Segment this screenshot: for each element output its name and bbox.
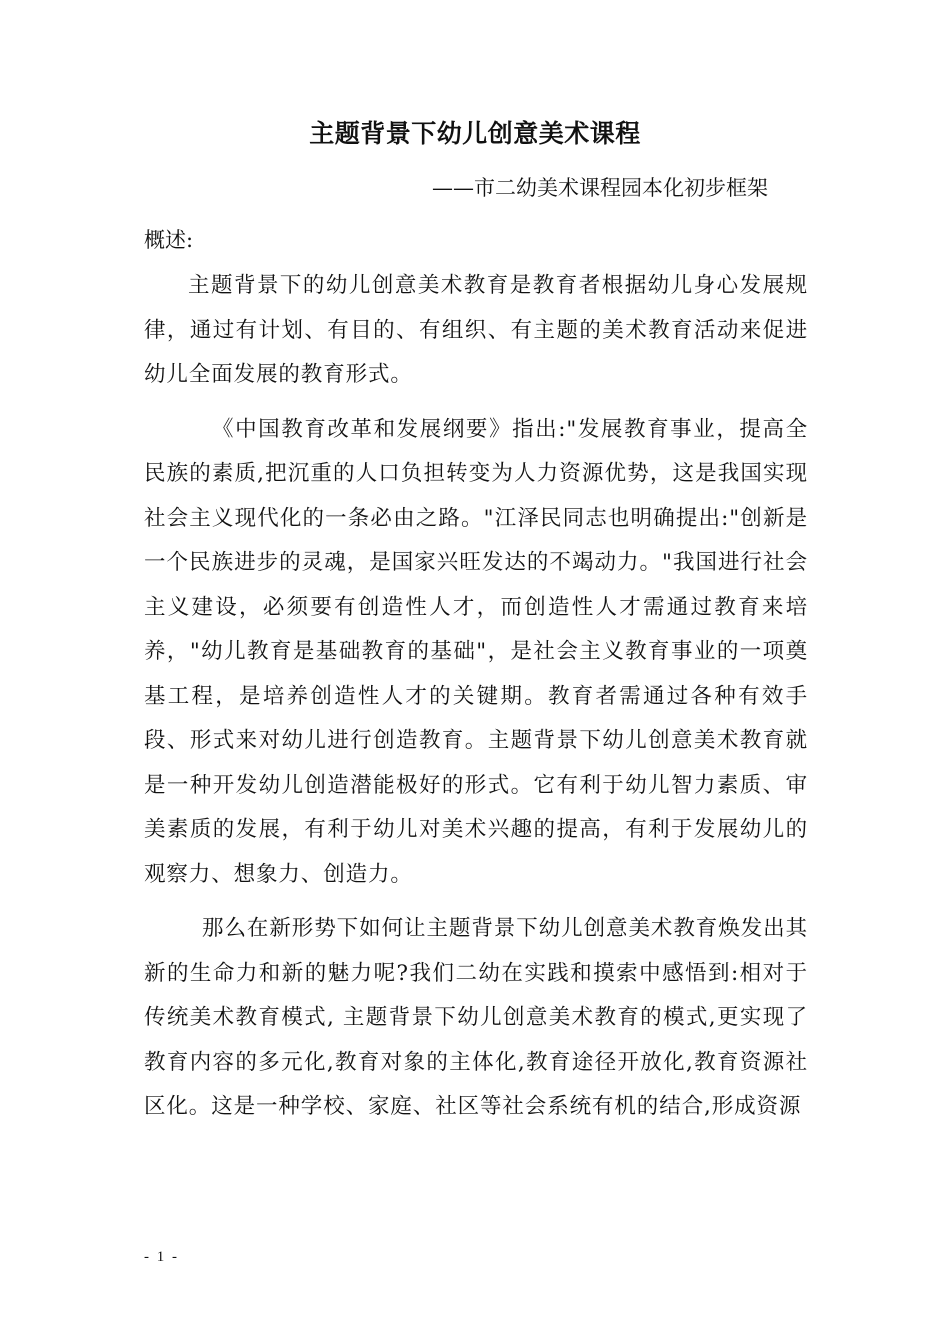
page-number: - 1 -: [144, 1249, 179, 1265]
section-label: 概述:: [144, 228, 194, 252]
document-title: 主题背景下幼儿创意美术课程: [309, 119, 641, 148]
paragraph: 《中国教育改革和发展纲要》指出:"发展教育事业，提高全民族的素质,把沉重的人口负担转变为人力资源优势，这是我国实现社会主义现代化的一条必由之路。"江泽民同志也明确提出:"创新是一个民族进步的灵魂，是国家兴旺发达的不竭动力。"我国进行社会主义建设，必须要有创造性人才，而创造性人才需通过教育来培养，"幼儿教育是基础教育的基础"，是社会主义教育事业的一项奠基工程，是培养创造性人才的关键期。教育者需通过各种有效手段、形式来对幼儿进行创造教育。主题背景下幼儿创意美术教育就是一种开发幼儿创造潜能极好的形式。它有利于幼儿智力素质、审美素质的发展，有利于幼儿对美术兴趣的提高，有利于发展幼儿的观察力、想象力、创造力。: [144, 416, 808, 887]
paragraph: 主题背景下的幼儿创意美术教育是教育者根据幼儿身心发展规律，通过有计划、有目的、有组织、有主题的美术教育活动来促进幼儿全面发展的教育形式。: [144, 273, 808, 387]
paragraph: 那么在新形势下如何让主题背景下幼儿创意美术教育焕发出其新的生命力和新的魅力呢?我们二幼在实践和摸索中感悟到:相对于传统美术教育模式, 主题背景下幼儿创意美术教育的模式,更实现了教育内容的多元化,教育对象的主体化,教育途径开放化,教育资源社区化。这是一种学校、家庭、社区等社会系统有机的结合,形成资源: [144, 916, 808, 1119]
document-body: [144, 264, 808, 1140]
document-subtitle: ——市二幼美术课程园本化初步框架: [432, 176, 768, 200]
